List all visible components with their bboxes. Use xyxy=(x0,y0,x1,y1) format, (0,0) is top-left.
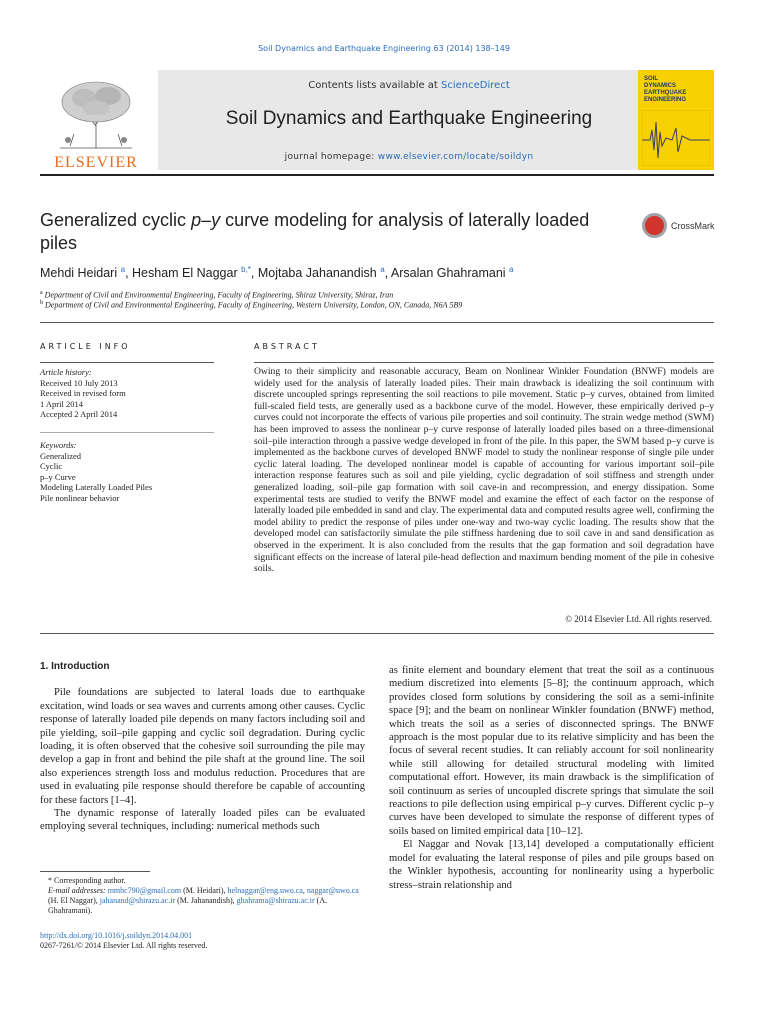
keyword-item: p–y Curve xyxy=(40,471,76,482)
homepage-prefix: journal homepage: xyxy=(284,152,378,162)
keywords-list xyxy=(40,440,214,504)
affiliation-mark: a xyxy=(40,290,43,296)
journal-homepage-link[interactable]: www.elsevier.com/locate/soildyn xyxy=(377,152,534,162)
crossmark-button[interactable] xyxy=(640,212,720,242)
author-affiliation-mark[interactable]: a xyxy=(380,265,385,274)
cover-line: EARTHQUAKE xyxy=(644,90,687,96)
corresponding-author-note: * Corresponding author. xyxy=(48,876,126,885)
title-py: p–y xyxy=(191,210,221,230)
email-link[interactable]: helnaggar@eng.uwo.ca xyxy=(227,886,303,895)
title-part: curve modeling for analysis of laterally loaded piles xyxy=(40,210,590,253)
article-history xyxy=(40,367,214,420)
body-paragraph: as finite element and boundary element that treat the soil as a continuous medium discretized into elements [5–8]; the continuum approach, which provides closed form solutions by considering the soil as a semi-infinite space [9]; and the beam on nonlinear Winkler foundation (BNWF) method, which treats the soil as a series of disconnected springs. The BNWF approach is the most popular due to its relative simplicity and has been the focus of several recent studies. It can reliably account for soil nonlinearity while still allowing for detailed structural modeling with limited computational effort. However, its main drawback is the simplification of soil continuum as series of uncoupled discrete springs that simulate the soil reactions to pile deflection using empirical p–y curves. Different cyclic p–y curves have been developed to simulate the response of different types of soils based on limited empirical data [10–12]. xyxy=(389,665,714,837)
tree-illustration-icon xyxy=(40,76,152,152)
history-item: Received in revised form xyxy=(40,388,126,399)
body-paragraph: Pile foundations are subjected to lateral loads due to earthquake excitation, wind loads or sea waves and currents among other causes. Cyclic response of laterally loaded pile depends on many factors including soil and pile yielding, soil–pile gapping and cyclic soil degradation. During cyclic loading, it is often observed that the cohesive soil surrounding the pile may develop a gap in front and behind the pile shaft at the ground line. The soil also experiences strength loss and modulus reduction. Procedures that are used in evaluating pile response should therefore be capable of accounting for these factors [1–4]. xyxy=(40,687,365,806)
affiliation xyxy=(40,290,720,300)
history-label: Article history: xyxy=(40,367,92,377)
author-affiliation-mark[interactable]: b,* xyxy=(241,265,251,274)
keywords-divider xyxy=(40,432,214,433)
body-column-right xyxy=(389,664,714,892)
article-info-divider xyxy=(40,362,214,363)
author-affiliation-mark[interactable]: a xyxy=(120,265,126,274)
body-paragraph: The dynamic response of laterally loaded piles can be evaluated employing several techniques, including: numerical methods such xyxy=(40,808,365,833)
history-item: Accepted 2 April 2014 xyxy=(40,409,118,420)
email-label: E-mail addresses: xyxy=(48,886,108,895)
affiliation xyxy=(40,300,720,310)
journal-title: Soil Dynamics and Earthquake Engineering xyxy=(225,108,593,129)
contents-prefix: Contents lists available at xyxy=(308,80,442,91)
masthead-banner xyxy=(158,70,660,170)
email-link[interactable]: jahanand@shirazu.ac.ir xyxy=(99,896,176,905)
abstract-divider xyxy=(254,362,714,363)
email-link[interactable]: ghahrama@shirazu.ac.ir xyxy=(236,896,315,905)
keywords-label: Keywords: xyxy=(40,440,77,450)
body-column-left xyxy=(40,660,365,834)
journal-citation[interactable]: Soil Dynamics and Earthquake Engineering 63 (2014) 138–149 xyxy=(258,44,510,53)
history-item: 1 April 2014 xyxy=(40,398,83,409)
keyword-item: Modeling Laterally Loaded Piles xyxy=(40,482,153,493)
body-paragraph: El Naggar and Novak [13,14] developed a computationally efficient model for evaluating the lateral response of piles and pile groups based on the Winkler hypothesis, accounting for nonlinearity using a hyperbolic stress–strain relationship and xyxy=(389,839,714,891)
journal-cover-thumbnail[interactable] xyxy=(638,70,714,170)
issn-line: 0267-7261/© 2014 Elsevier Ltd. All rights reserved. xyxy=(40,941,208,950)
contents-available-line xyxy=(158,80,660,91)
section-divider xyxy=(40,322,714,323)
keyword-item: Generalized xyxy=(40,450,82,461)
abstract-end-divider xyxy=(40,633,714,634)
email-owner: (M. Heidari), xyxy=(181,886,228,895)
email-owner: (A. Ghahramani). xyxy=(48,896,328,915)
author-name[interactable]: Mojtaba Jahanandish xyxy=(257,266,377,281)
keyword-item: Pile nonlinear behavior xyxy=(40,492,120,503)
article-info-heading: ARTICLE INFO xyxy=(40,342,131,351)
doi-block xyxy=(40,931,365,951)
article-title xyxy=(40,209,600,255)
email-owner: (M. Jahanandish), xyxy=(175,896,235,905)
author-name[interactable]: Hesham El Naggar xyxy=(132,266,238,281)
affiliation-text: Department of Civil and Environmental Engineering, Faculty of Engineering, Shiraz University, Shiraz, Iran xyxy=(44,290,394,300)
doi-link[interactable]: http://dx.doi.org/10.1016/j.soildyn.2014.04.001 xyxy=(40,931,193,940)
cover-title xyxy=(644,76,686,104)
cover-line: ENGINEERING xyxy=(644,97,687,103)
author-affiliation-mark[interactable]: a xyxy=(509,265,514,274)
email-owner: , xyxy=(302,886,305,895)
history-item: Received 10 July 2013 xyxy=(40,377,118,388)
cover-line: SOIL xyxy=(644,76,659,82)
email-addresses xyxy=(40,886,365,916)
author-name[interactable]: Mehdi Heidari xyxy=(40,266,118,281)
masthead-divider xyxy=(40,174,714,176)
crossmark-label: CrossMark xyxy=(671,221,715,231)
abstract-text: Owing to their simplicity and reasonable accuracy, Beam on Nonlinear Winkler Foundation (BNWF) models are widely used for the analysis of laterally loaded piles. Their main drawback is idealizing the soil continuum with discrete uncoupled springs representing the soil reactions to pile movement. Static p–y curves, obtained from limited full-scaled field tests, are generally used as a backbone curve of the model. However, these empirically derived p–y curves could not incorporate the effects of various pile properties and soil continuity. The strain wedge method (SWM) has been improved to assess the nonlinear p–y curve response of laterally loaded piles based on a three-dimensional soil–pile interaction through a passive wedge developed in front of the pile. In this paper, the SWM based p–y curve is implemented as the backbone curves of developed BNWF model to study the nonlinear response of single pile under cyclic lateral loading. The developed nonlinear model is capable of accounting for various important soil–pile interaction response features such as soil and pile yielding, cyclic degradation of soil stiffness and strength under generalized loading, soil–pile gap formation with soil cave-in and recompression, and energy dissipation. Some experimental tests are studied to verify the BNWF model and examine the effect of each factor on the response of laterally loaded pile embedded in sand and clay. The experimental data and computed results agree well, confirming the model ability to predict the response of piles under one-way and two-way cyclic loading. The results show that the developed model can satisfactorily simulate the pile stiffness hardening due to soil cave in and sand densification as observed in the experiment. It is also concluded from the results that the gap formation and soil degradation have significant effects on the increase of lateral pile-head deflection and maximum bending moment of the pile in cohesive soils. xyxy=(254,366,714,575)
cover-line: DYNAMICS xyxy=(644,83,677,89)
elsevier-wordmark: ELSEVIER xyxy=(54,154,138,171)
email-link[interactable]: naggar@uwo.ca xyxy=(306,886,359,895)
crossmark-icon xyxy=(642,213,667,238)
title-part: Generalized cyclic xyxy=(40,210,192,230)
email-owner: (H. El Naggar), xyxy=(48,896,100,905)
affiliation-mark: b xyxy=(40,300,43,306)
abstract-heading: ABSTRACT xyxy=(254,342,320,351)
email-link[interactable]: mmhc790@gmail.com xyxy=(107,886,182,895)
keyword-item: Cyclic xyxy=(40,461,63,472)
affiliation-text: Department of Civil and Environmental Engineering, Faculty of Engineering, Western University, London, ON, Canada, N6A 5B9 xyxy=(45,300,463,310)
author-list: Mehdi Heidari $^a$, Hesham El Naggar $^{b,*}$, Mojtaba Jahanandish $^a$, Arsalan Ghahramani $^a$ xyxy=(40,265,514,281)
section-heading: 1. Introduction xyxy=(40,661,110,672)
journal-masthead xyxy=(40,70,714,170)
cover-seismogram-icon xyxy=(642,110,710,166)
footnotes xyxy=(40,876,365,916)
journal-homepage-line xyxy=(158,152,660,162)
footnote-divider xyxy=(40,871,150,872)
author-name[interactable]: Arsalan Ghahramani xyxy=(390,266,506,281)
sciencedirect-link[interactable]: ScienceDirect xyxy=(441,80,510,91)
abstract-copyright: © 2014 Elsevier Ltd. All rights reserved. xyxy=(565,614,712,624)
elsevier-tree-logo xyxy=(40,76,152,170)
